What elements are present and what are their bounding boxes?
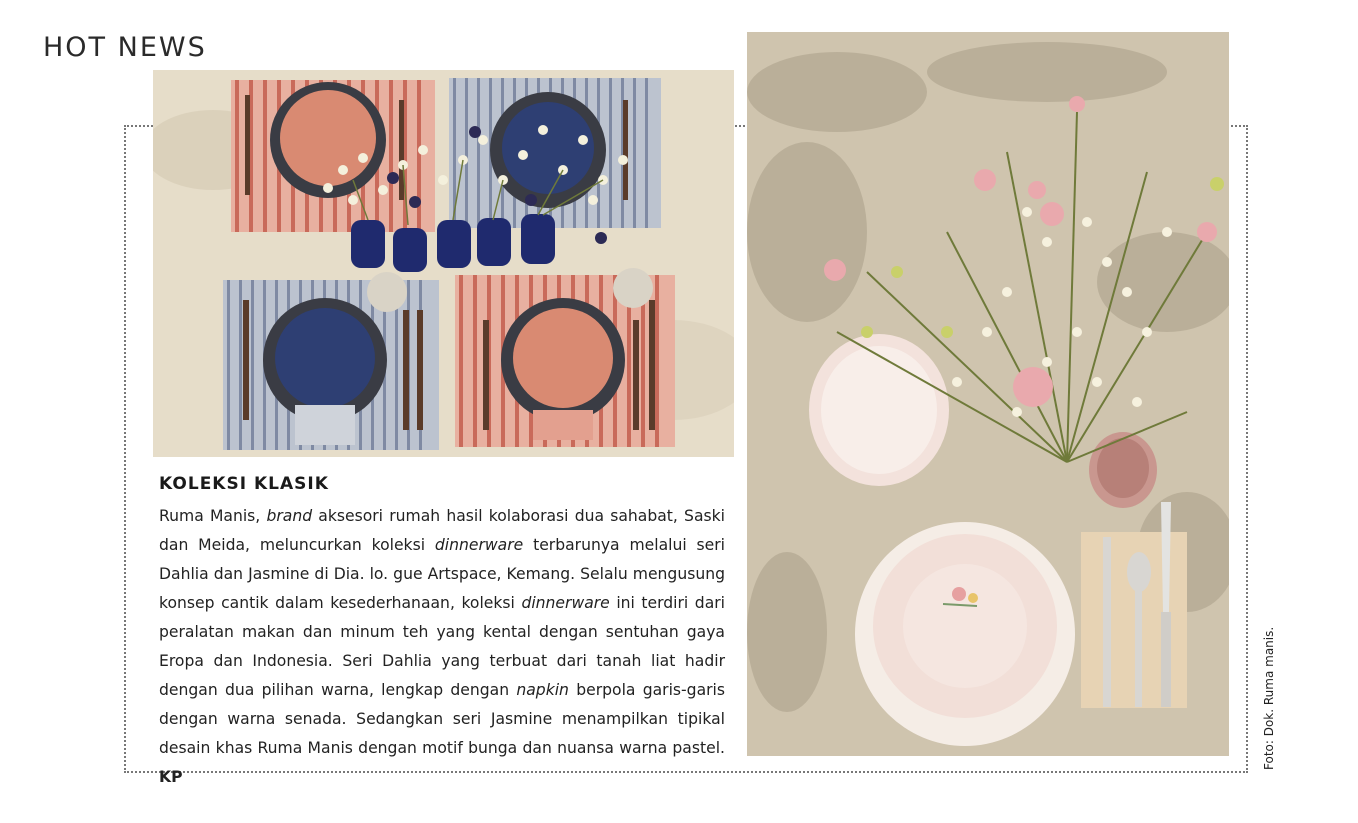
photo-jasmine-setting xyxy=(747,32,1229,756)
body-text: terbarunya melalui seri Dahlia dan Jasmine di Dia. lo. gue Artspace, Kemang. Selalu mengusung konsep cantik dalam kesederhanaan, koleksi xyxy=(159,536,725,612)
article-title: KOLEKSI KLASIK xyxy=(159,474,329,494)
body-text: aksesori rumah hasil kolaborasi dua sahabat, Saski dan Meida, meluncurkan koleksi xyxy=(159,507,725,554)
section-label: HOT NEWS xyxy=(43,32,207,63)
article xyxy=(159,474,725,792)
body-italic: dinnerware xyxy=(521,594,610,612)
body-italic: dinnerware xyxy=(434,536,524,554)
photo-credit: Foto: Dok. Ruma manis. xyxy=(1262,626,1276,770)
photo-table-setting xyxy=(153,70,734,457)
body-text: Ruma Manis, xyxy=(159,507,267,525)
article-body xyxy=(159,502,725,792)
body-italic: brand xyxy=(266,507,313,525)
body-italic: napkin xyxy=(516,681,569,699)
body-text: berpola garis-garis dengan warna senada. Sedangkan seri Jasmine menampilkan tipikal desain khas Ruma Manis dengan motif bunga dan nuansa warna pastel. xyxy=(159,681,725,757)
body-text: ini terdiri dari peralatan makan dan minum teh yang kental dengan sentuhan gaya Eropa dan Indonesia. Seri Dahlia yang terbuat dari tanah liat hadir dengan dua pilihan warna, lengkap dengan xyxy=(159,594,725,699)
author-initials: KP xyxy=(159,768,183,786)
